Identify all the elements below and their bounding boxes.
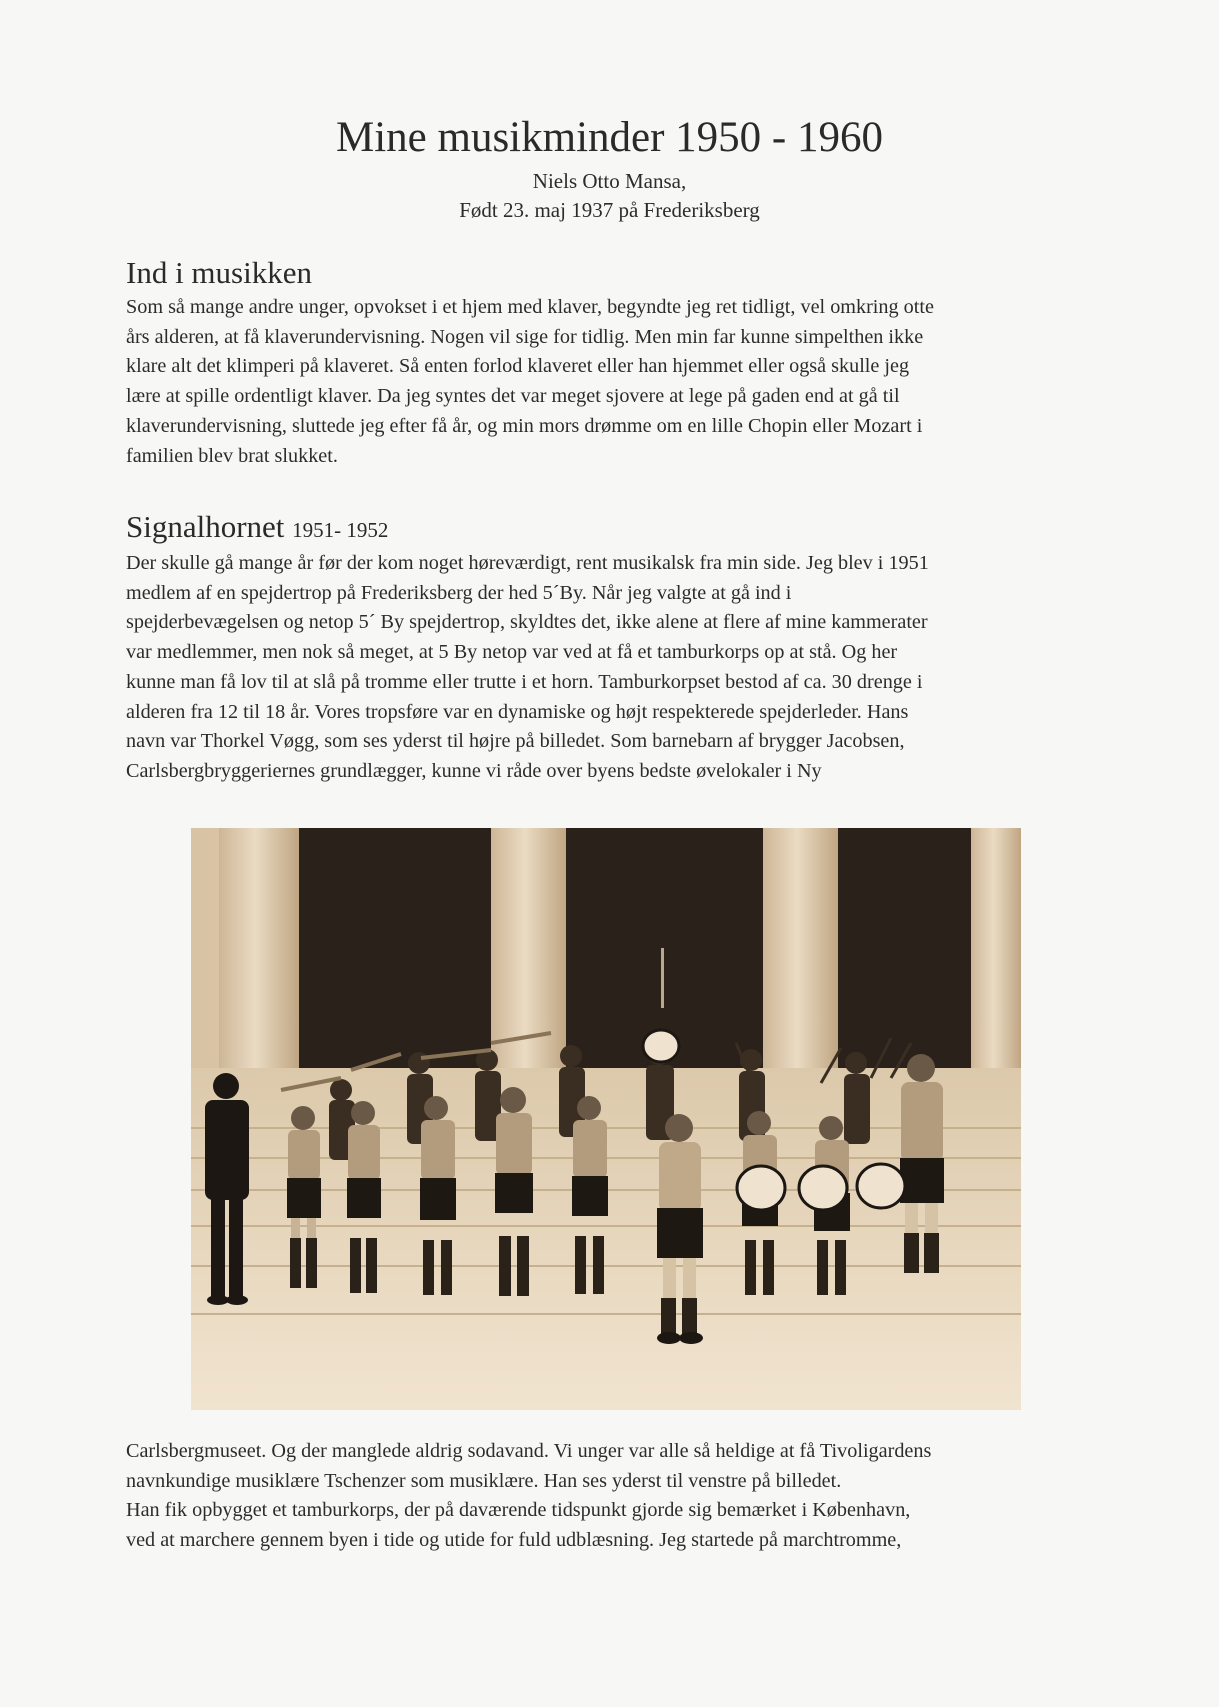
section-2-paragraph — [126, 549, 1086, 787]
section-2-continuation — [126, 1437, 1086, 1556]
text-line: lære at spille ordentligt klaver. Da jeg syntes det var meget sjovere at lege på gaden end at gå til — [126, 385, 900, 408]
text-line: Som så mange andre unger, opvokset i et hjem med klaver, begyndte jeg ret tidligt, vel omkring otte — [126, 296, 934, 318]
text-line: navn var Thorkel Vøgg, som ses yderst til højre på billedet. Som barnebarn af brygger Jacobsen, — [126, 730, 905, 753]
text-line: klaverundervisning, sluttede jeg efter få år, og min mors drømme om en lille Chopin eller Mozart i — [126, 414, 923, 437]
author-line: Niels Otto Mansa, — [532, 169, 687, 193]
drum-corps-photo — [191, 828, 1021, 1410]
text-line: familien blev brat slukket. — [126, 444, 338, 467]
document-title: Mine musikminder 1950 - 1960 — [335, 114, 883, 161]
text-line: navnkundige musiklære Tschenzer som musiklære. Han ses yderst til venstre på billedet. — [126, 1469, 842, 1492]
section-heading-signalhornet — [126, 509, 388, 548]
birth-line: Født 23. maj 1937 på Frederiksberg — [459, 198, 760, 222]
section-heading-text: Signalhornet — [126, 509, 285, 544]
text-line: kunne man få lov til at slå på tromme eller trutte i et horn. Tamburkorpset bestod af ca. 30 drenge i — [126, 670, 923, 693]
text-line: alderen fra 12 til 18 år. Vores tropsføre var en dynamiske og højt respekterede spejderleder. Hans — [126, 700, 909, 723]
text-line: Der skulle gå mange år før der kom noget høreværdigt, rent musikalsk fra min side. Jeg blev i 1951 — [126, 552, 929, 574]
section-1-paragraph — [126, 293, 1086, 471]
text-line: klare alt det klimperi på klaveret. Så enten forlod klaveret eller han hjemmet eller også skulle jeg — [126, 355, 910, 378]
text-line: Carlsbergbryggeriernes grundlægger, kunne vi råde over byens bedste øvelokaler i Ny — [126, 759, 822, 782]
text-line: års alderen, at få klaverundervisning. Nogen vil sige for tidlig. Men min far kunne simpelthen ikke — [126, 325, 924, 348]
text-line: Han fik opbygget et tamburkorps, der på daværende tidspunkt gjorde sig bemærket i København, — [126, 1499, 911, 1522]
section-heading-text: Ind i musikken — [126, 255, 312, 290]
text-line: Carlsbergmuseet. Og der manglede aldrig sodavand. Vi unger var alle så heldige at få Tivoligardens — [126, 1440, 932, 1462]
text-line: ved at marchere gennem byen i tide og utide for fuld udblæsning. Jeg startede på marchtromme, — [126, 1529, 902, 1552]
photo-illustration — [191, 828, 1021, 1410]
text-line: spejderbevægelsen og netop 5´ By spejdertrop, skyldtes det, ikke alene at flere af mine kammerater — [126, 611, 928, 634]
section-heading-ind-i-musikken — [126, 255, 312, 291]
text-line: var medlemmer, men nok så meget, at 5 By netop var ved at få et tamburkorps op at stå. Og her — [126, 641, 898, 664]
text-line: medlem af en spejdertrop på Frederiksberg der hed 5´By. Når jeg valgte at gå ind i — [126, 581, 792, 604]
section-heading-years: 1951- 1952 — [292, 518, 389, 542]
